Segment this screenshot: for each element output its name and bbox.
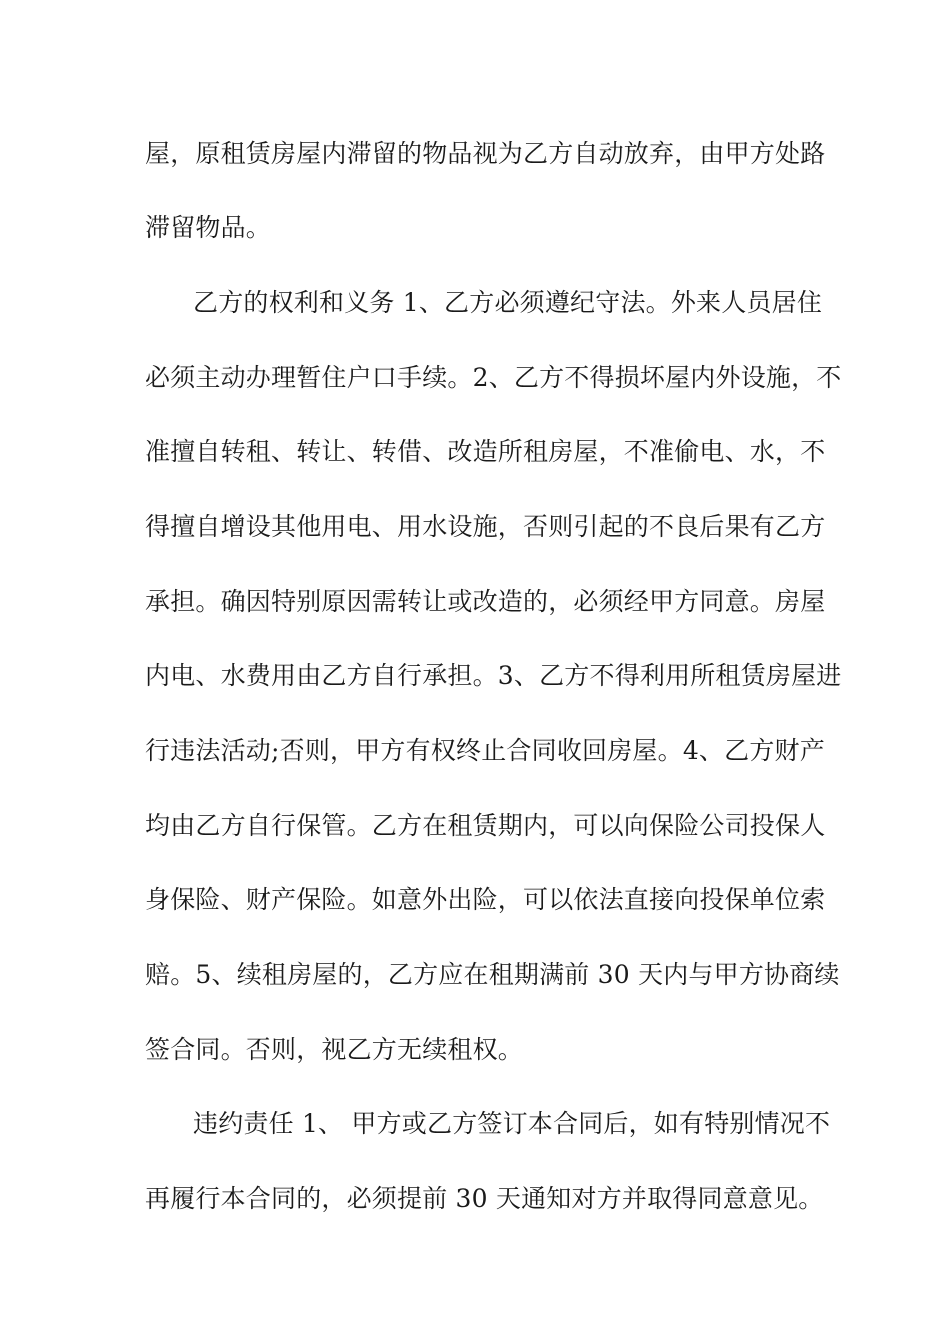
- paragraph-line: 赔。5、续租房屋的，乙方应在租期满前 30 天内与甲方协商续: [145, 960, 840, 989]
- paragraph-line: 屋，原租赁房屋内滞留的物品视为乙方自动放弃，由甲方处路: [145, 139, 826, 168]
- paragraph-line: 再履行本合同的，必须提前 30 天通知对方并取得同意意见。: [145, 1184, 824, 1213]
- paragraph-line: 签合同。否则，视乙方无续租权。: [145, 1035, 524, 1064]
- paragraph-line: 得擅自增设其他用电、用水设施，否则引起的不良后果有乙方: [145, 512, 826, 541]
- paragraph-line: 行违法活动;否则，甲方有权终止合同收回房屋。4、乙方财产: [145, 736, 825, 765]
- paragraph-line: 均由乙方自行保管。乙方在租赁期内，可以向保险公司投保人: [145, 811, 826, 840]
- paragraph-line: 准擅自转租、转让、转借、改造所租房屋，不准偷电、水，不: [145, 437, 826, 466]
- paragraph-line: 乙方的权利和义务 1、乙方必须遵纪守法。外来人员居住: [193, 288, 823, 317]
- paragraph-line: 违约责任 1、 甲方或乙方签订本合同后，如有特别情况不: [193, 1109, 831, 1138]
- paragraph-line: 承担。确因特别原因需转让或改造的，必须经甲方同意。房屋: [145, 587, 826, 616]
- paragraph-line: 滞留物品。: [145, 213, 272, 242]
- paragraph-line: 身保险、财产保险。如意外出险，可以依法直接向投保单位索: [145, 885, 826, 914]
- paragraph-line: 内电、水费用由乙方自行承担。3、乙方不得利用所租赁房屋进: [145, 661, 842, 690]
- paragraph-line: 必须主动办理暂住户口手续。2、乙方不得损坏屋内外设施，不: [145, 363, 842, 392]
